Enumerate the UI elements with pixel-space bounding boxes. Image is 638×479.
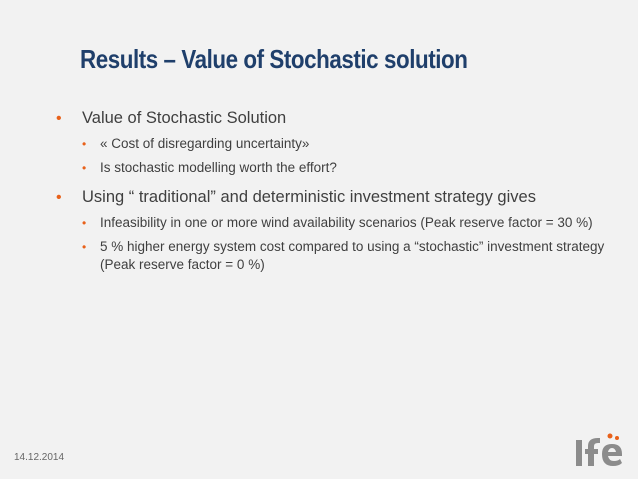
bullet-text: Value of Stochastic Solution [82,109,287,127]
ife-logo-icon [572,432,628,472]
sub-bullet-item [82,214,616,232]
bullet-dot-icon: • [56,189,62,206]
bullet-dot-icon: • [82,161,87,175]
bullet-item [56,187,616,208]
bullet-dot-icon: • [82,240,87,254]
sub-bullet-text: « Cost of disregarding uncertainty» [100,136,310,151]
bullet-item [56,108,616,129]
slide-title: Results – Value of Stochastic solution [80,44,468,74]
bullet-text: Using “ traditional” and deterministic investment strategy gives [82,188,536,206]
sub-bullet-item [82,159,616,177]
slide-date: 14.12.2014 [14,452,65,463]
sub-bullet-item [82,238,616,274]
sub-bullet-text: 5 % higher energy system cost compared to using a “stochastic” investment strategy (Peak reserve factor = 0 %) [100,239,605,272]
sub-bullet-item [82,135,616,153]
sub-bullet-list [56,214,616,274]
sub-bullet-list [56,135,616,177]
bullet-dot-icon: • [82,137,87,151]
sub-bullet-text: Is stochastic modelling worth the effort? [100,160,337,175]
sub-bullet-text: Infeasibility in one or more wind availability scenarios (Peak reserve factor = 30 %) [100,215,593,230]
bullet-dot-icon: • [56,110,62,127]
slide-content [56,108,616,280]
bullet-dot-icon: • [82,216,87,230]
